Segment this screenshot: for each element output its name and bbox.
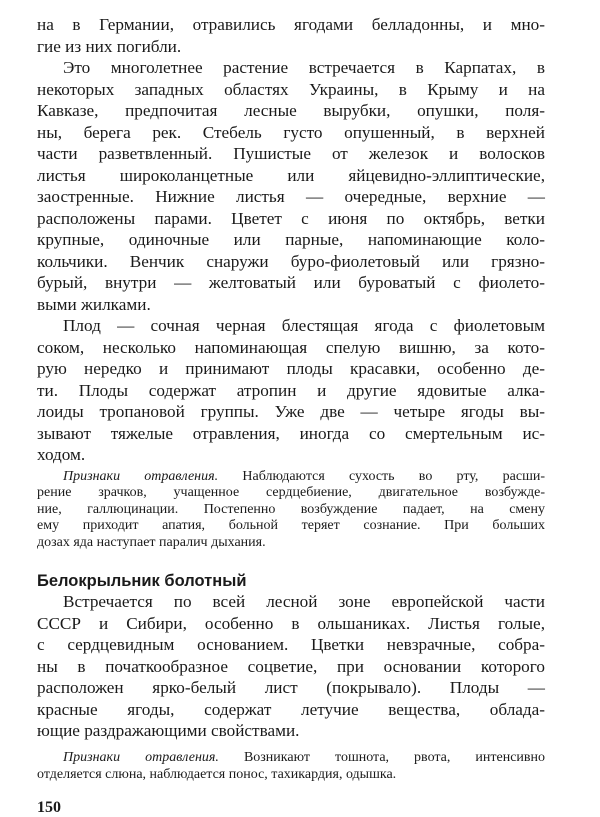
text-line: соком, несколько напоминающая спелую вишню, за кото- — [37, 337, 545, 357]
paragraph-fruit — [37, 315, 545, 466]
section-heading: Белокрыльник болотный — [37, 572, 247, 591]
text-line: гие из них погибли. — [37, 36, 182, 56]
symptoms-text: Возникают тошнота, рвота, интенсивно — [243, 749, 546, 765]
text-line: ние, галлюцинации. Постепенно возбуждение падает, на смену — [37, 501, 545, 517]
text-line — [37, 750, 545, 767]
text-line: лоиды тропановой группы. Уже две — четыре ягоды вы- — [37, 402, 545, 421]
text-line: дозах яда наступает паралич дыхания. — [37, 534, 266, 550]
text-line: Плод — сочная черная блестящая ягода с фиолетовым — [63, 316, 545, 335]
paragraph-habitat — [37, 57, 545, 315]
text-line: бурый, внутри — желтоватый или буроватый с фиолето- — [37, 273, 545, 292]
text-line: Кавказе, предпочитая лесные вырубки, опушки, поля- — [37, 101, 545, 120]
paragraph-continuation — [37, 14, 545, 57]
text-line: ны, берега рек. Стебель густо опушенный, в верхней — [37, 122, 545, 142]
page-number: 150 — [37, 799, 61, 817]
text-line: некоторых западных областях Украины, в Крыму и на — [37, 79, 545, 99]
text-line: расположены парами. Цветет с июня по октябрь, ветки — [37, 208, 545, 228]
text-line: расположен ярко-белый лист (покрывало). Плоды — — [37, 678, 545, 698]
text-line: рение зрачков, учащенное сердцебиение, двигательное возбужде- — [37, 485, 545, 501]
book-page — [37, 14, 545, 817]
text-line: части разветвленный. Пушистые от железок и волосков — [37, 144, 545, 163]
text-line: зывают тяжелые отравления, иногда со смертельным ис- — [37, 423, 545, 443]
text-line — [37, 469, 545, 486]
symptoms-label: Признаки отравления. — [63, 749, 219, 765]
text-line: ющие раздражающими свойствами. — [37, 721, 300, 741]
text-line: Это многолетнее растение встречается в Карпатах, в — [63, 58, 545, 77]
text-line: отделяется слюна, наблюдается понос, тахикардия, одышка. — [37, 766, 397, 782]
text-line: листья широколанцетные или яйцевидно-эллиптические, — [37, 165, 545, 185]
text-line: кольчики. Венчик снаружи буро-фиолетовый или грязно- — [37, 251, 545, 271]
text-line: крупные, одиночные или парные, напоминающие коло- — [37, 230, 545, 249]
text-line: красные ягоды, содержат летучие вещества, облада- — [37, 699, 545, 719]
text-line: ти. Плоды содержат атропин и другие ядовитые алка- — [37, 380, 545, 400]
text-line: выми жилками. — [37, 294, 151, 314]
symptoms-label: Признаки отравления. — [63, 468, 219, 484]
text-line: с сердцевидным основанием. Цветки невзрачные, собра- — [37, 635, 545, 655]
text-line: на в Германии, отравились ягодами белладонны, и мно- — [37, 15, 545, 34]
paragraph-calla — [37, 591, 545, 742]
text-line: ему приходит апатия, больной теряет сознание. При больших — [37, 518, 545, 534]
symptoms-paragraph-calla — [37, 750, 545, 783]
text-line: СССР и Сибири, особенно в ольшаниках. Листья голые, — [37, 613, 545, 633]
symptoms-text: Наблюдаются сухость во рту, расши- — [242, 468, 546, 484]
text-line: ходом. — [37, 445, 86, 464]
text-line: Встречается по всей лесной зоне европейской части — [63, 592, 545, 612]
text-line: рую нередко и принимают плоды красавки, особенно де- — [37, 359, 545, 378]
text-line: ны в початкообразное соцветие, при основании которого — [37, 656, 545, 676]
symptoms-paragraph-belladonna — [37, 469, 545, 552]
text-line: заостренные. Нижние листья — очередные, верхние — — [37, 187, 545, 206]
